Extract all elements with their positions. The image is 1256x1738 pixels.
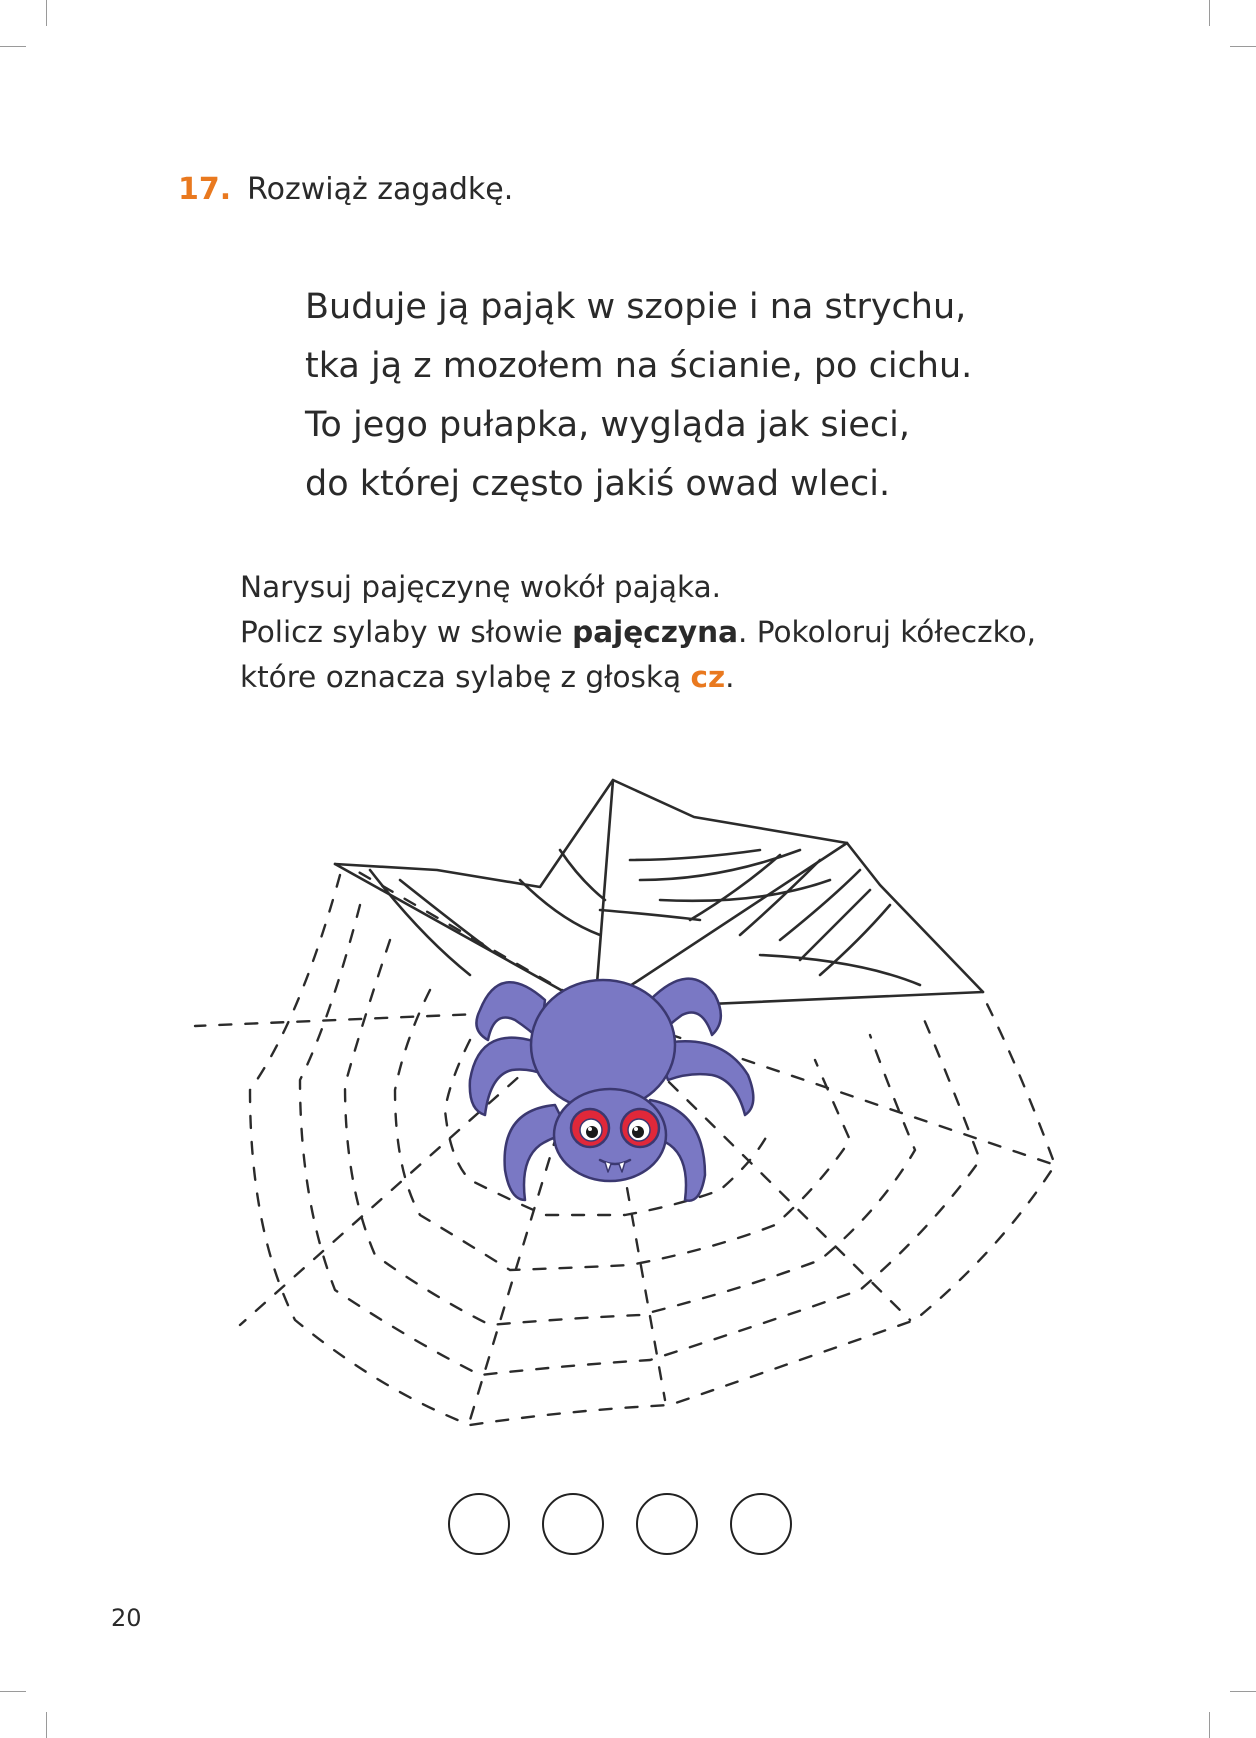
syllable-circle[interactable]: [730, 1493, 792, 1555]
web-solid-lines: [335, 780, 983, 1009]
task-title: Rozwiąż zagadkę.: [247, 172, 514, 207]
instruction-text: .: [725, 660, 735, 694]
riddle-line: Buduje ją pająk w szopie i na strychu,: [305, 287, 967, 327]
syllable-circle[interactable]: [448, 1493, 510, 1555]
instruction-text: Policz sylaby w słowie: [240, 615, 573, 649]
task-number: 17.: [178, 172, 232, 207]
keyword-pajeczyna: pajęczyna: [572, 615, 739, 649]
riddle-line: tka ją z mozołem na ścianie, po cichu.: [305, 346, 973, 386]
syllable-circles: [448, 1493, 792, 1555]
riddle-line: do której często jakiś owad wleci.: [305, 464, 891, 504]
syllable-circle[interactable]: [542, 1493, 604, 1555]
instruction-line-1: Narysuj pajęczynę wokół pająka.: [240, 570, 722, 604]
page-number: 20: [111, 1604, 142, 1632]
keyword-cz: cz: [690, 660, 726, 694]
syllable-circle[interactable]: [636, 1493, 698, 1555]
spider: [470, 979, 754, 1201]
instruction-text: które oznacza sylabę z głoską: [240, 660, 691, 694]
riddle-line: To jego pułapka, wygląda jak sieci,: [305, 405, 911, 445]
instruction-text: . Pokoloruj kółeczko,: [738, 615, 1037, 649]
